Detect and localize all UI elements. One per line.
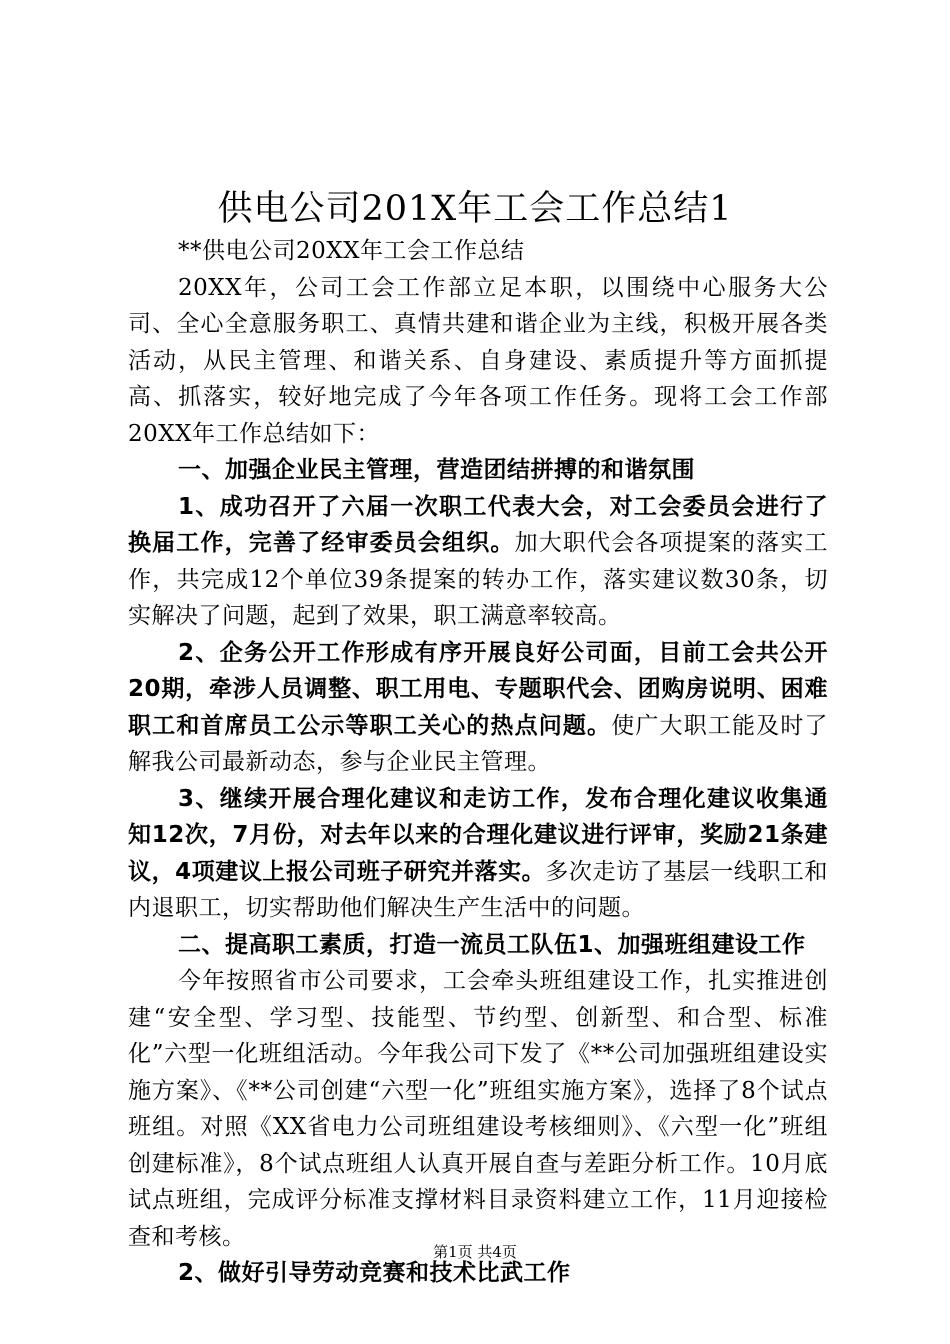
section-2-heading: 二、提高职工素质，打造一流员工队伍1、加强班组建设工作	[178, 931, 806, 958]
item-3-text: 多次走访了基层一线职工和内退职工，切实帮助他们解决生产生活中的问题。	[128, 858, 829, 921]
item-2-paragraph	[128, 635, 828, 781]
intro-paragraph: 20XX年，公司工会工作部立足本职，以围绕中心服务大公司、全心全意服务职工、真情共建和谐企业为主线，积极开展各类活动，从民主管理、和谐关系、自身建设、素质提升等方面抓提高、抓落实，较好地完成了今年各项工作任务。现将工会工作部20XX年工作总结如下：	[128, 274, 828, 447]
item-1-text: 加大职代会各项提案的落实工作，共完成12个单位39条提案的转办工作，落实建议数30条，切实解决了问题，起到了效果，职工满意率较高。	[128, 530, 829, 629]
item-2-2-heading: 2、做好引导劳动竞赛和技术比武工作	[178, 1260, 571, 1286]
item-1-paragraph	[128, 489, 828, 635]
section-1-heading: 一、加强企业民主管理，营造团结拼搏的和谐氛围	[178, 457, 695, 483]
item-2-bold-text: 2、企务公开工作形成有序开展良好公司面，目前工会共公开20期，牵涉人员调整、职工用电、专题职代会、团购房说明、困难职工和首席员工公示等职工关心的热点问题。	[128, 639, 828, 739]
item-1-bold-text: 1、成功召开了六届一次职工代表大会，对工会委员会进行了换届工作，完善了经审委员会组织。	[128, 493, 828, 556]
document-body	[128, 233, 828, 1292]
page-footer: 第1页 共4页	[433, 1243, 517, 1261]
document-title: 供电公司201X年工会工作总结1	[217, 189, 733, 229]
item-3-paragraph	[128, 781, 828, 927]
item-3-bold-text: 3、继续开展合理化建议和走访工作，发布合理化建议收集通知12次，7月份，对去年以来的合理化建议进行评审，奖励21条建议，4项建议上报公司班子研究并落实。	[128, 785, 828, 885]
section-2-paragraph: 今年按照省市公司要求，工会牵头班组建设工作，扎实推进创建“安全型、学习型、技能型、节约型、创新型、和合型、标准化”六型一化班组活动。今年我公司下发了《**公司加强班组建设实施方案》、《**公司创建“六型一化”班组实施方案》，选择了8个试点班组。对照《XX省电力公司班组建设考核细则》、《六型一化”班组创建标准》，8个试点班组人认真开展自查与差距分析工作。10月底试点班组，完成评分标准支撑材料目录资料建立工作，11月迎接检查和考核。	[128, 968, 828, 1250]
item-2-text: 使广大职工能及时了解我公司最新动态，参与企业民主管理。	[128, 712, 829, 775]
document-subtitle: **供电公司20XX年工会工作总结	[178, 238, 525, 264]
